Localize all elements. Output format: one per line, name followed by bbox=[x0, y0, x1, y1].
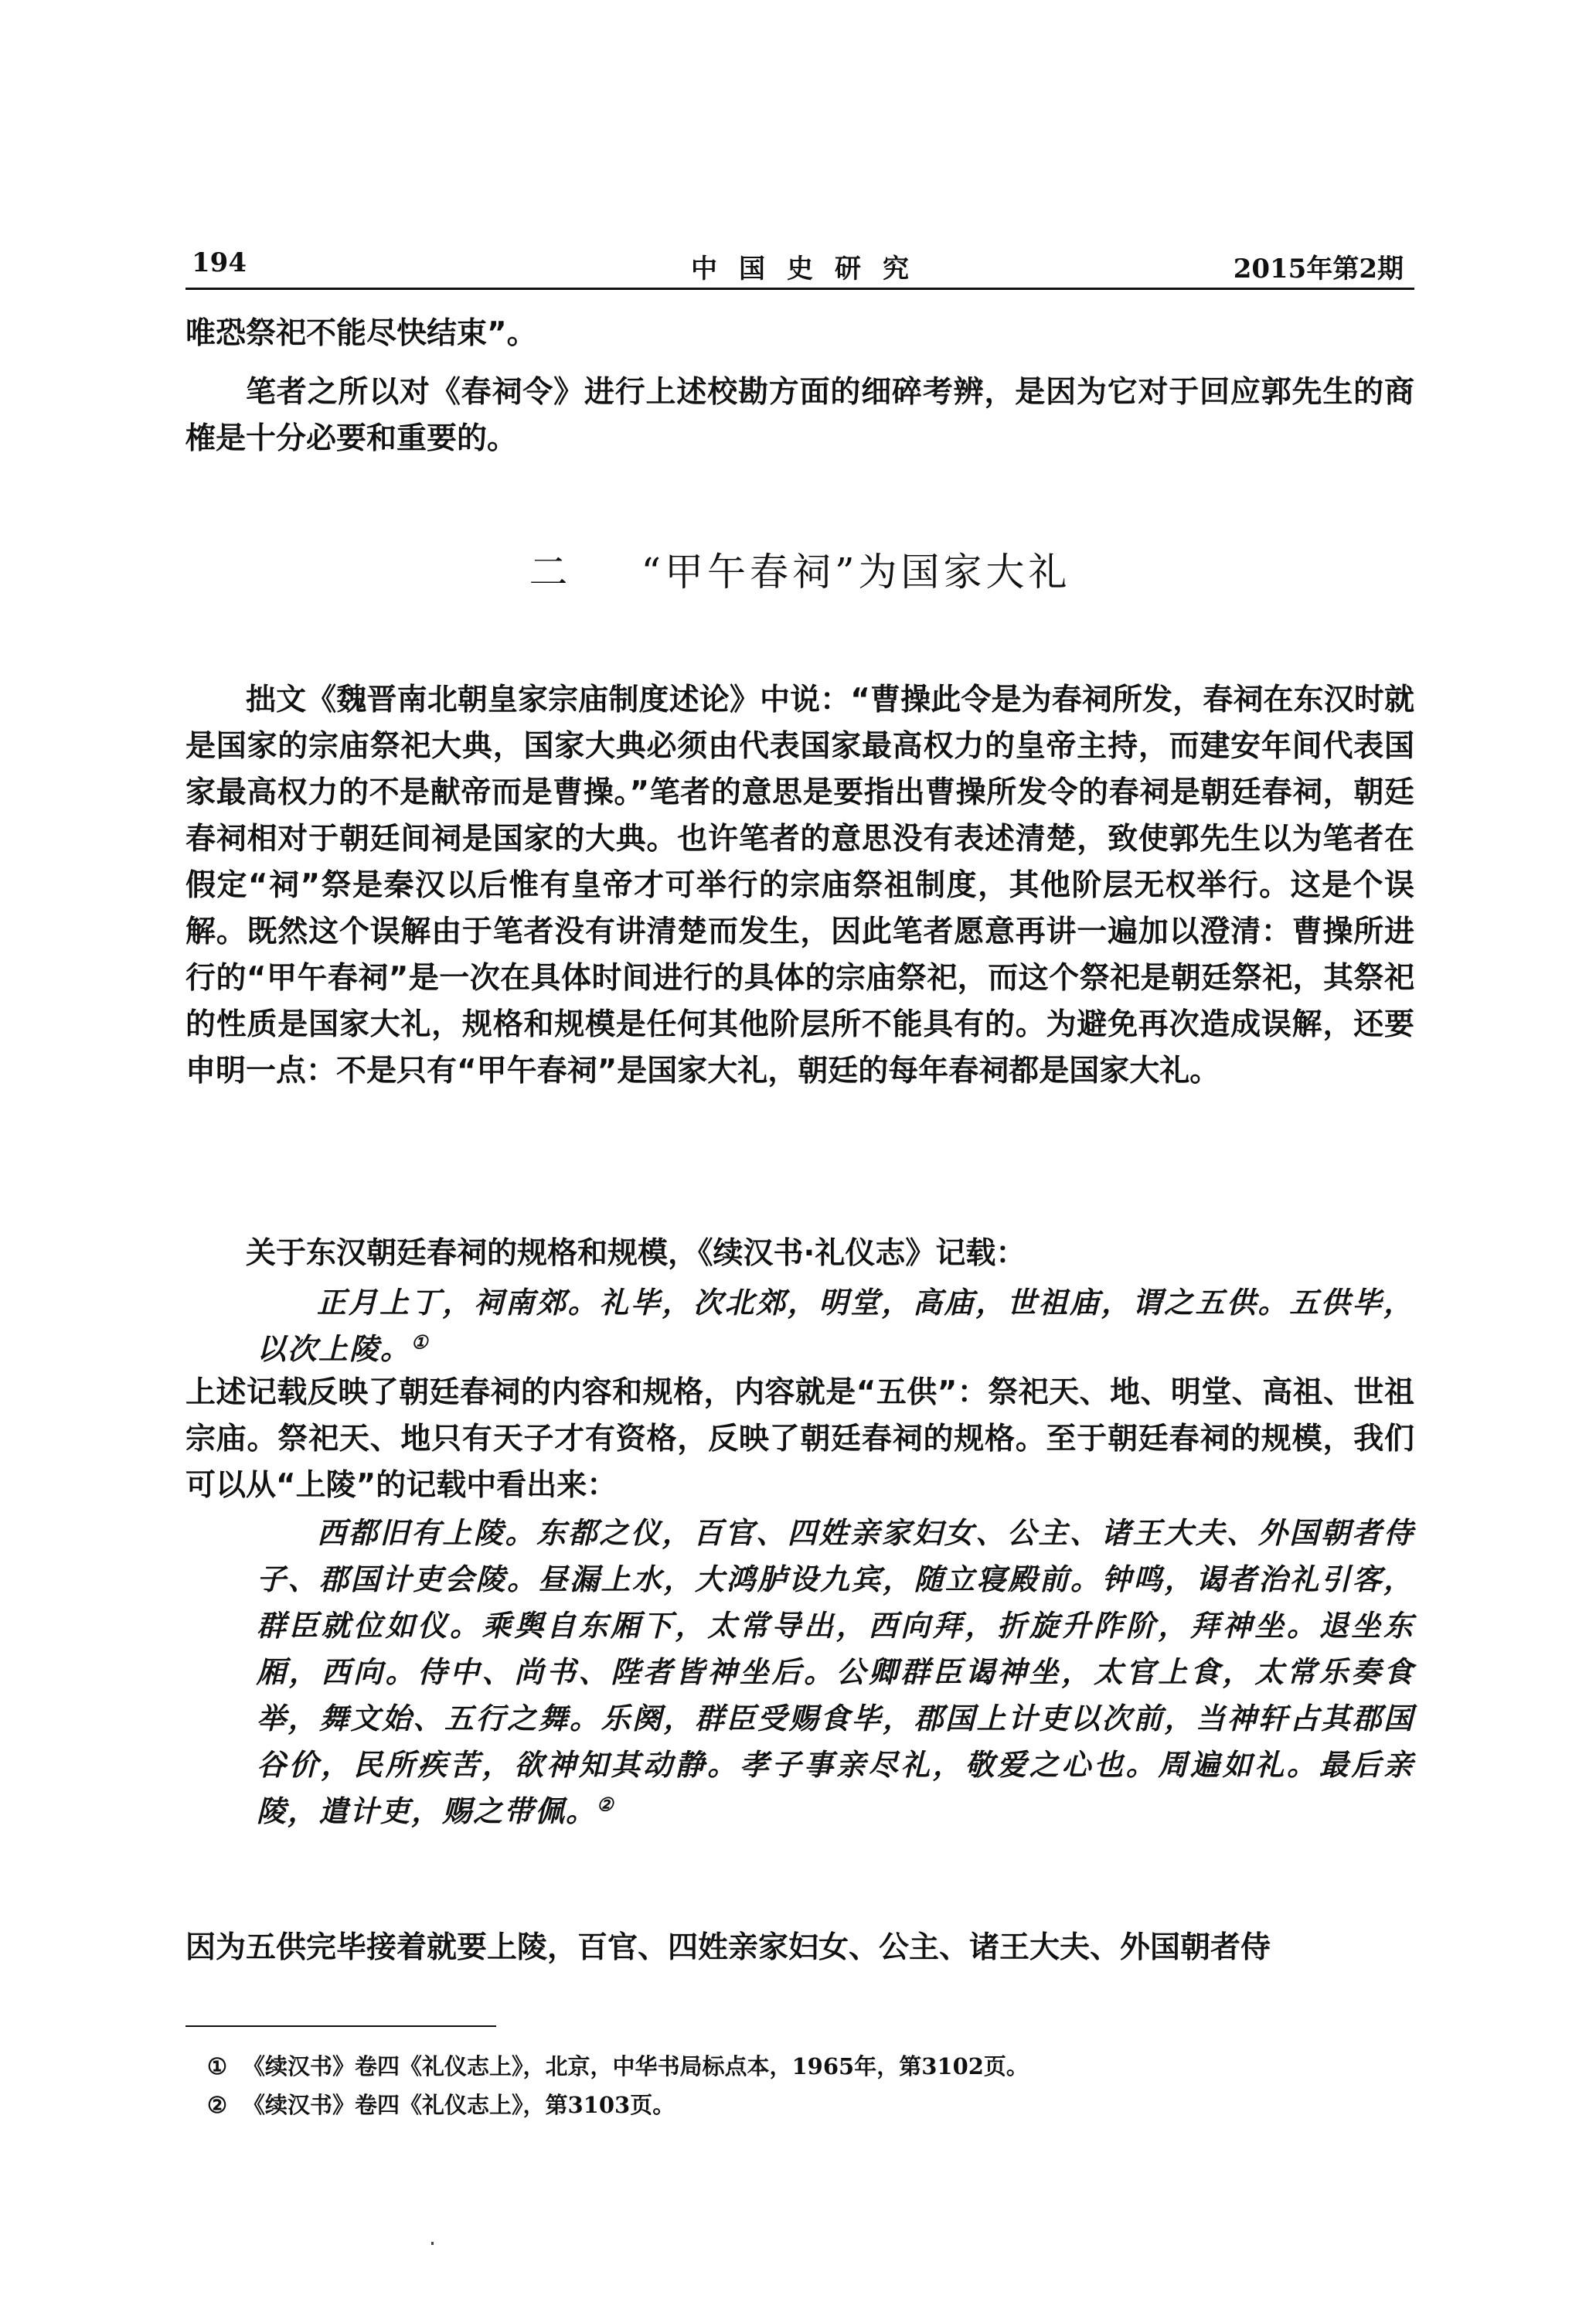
paragraph-6: 因为五供完毕接着就要上陵，百官、四姓亲家妇女、公主、诸王大夫、外国朝者侍 bbox=[185, 1930, 1271, 1965]
footnote-text: 《续汉书》卷四《礼仪志上》，第3103页。 bbox=[243, 2092, 675, 2118]
paragraph-2: 笔者之所以对《春祠令》进行上述校勘方面的细碎考辨，是因为它对于回应郭先生的商榷是十分必要和重要的。 bbox=[185, 375, 1414, 456]
paragraph-1: 唯恐祭祀不能尽快结束”。 bbox=[185, 316, 537, 351]
footnote-ref-1[interactable]: ① bbox=[411, 1330, 430, 1354]
block-quote-2 bbox=[257, 1510, 1414, 1834]
running-header bbox=[185, 244, 1414, 290]
footnote-ref-2[interactable]: ② bbox=[597, 1793, 615, 1816]
footnote-text: 《续汉书》卷四《礼仪志上》，北京，中华书局标点本，1965年，第3102页。 bbox=[243, 2053, 1029, 2079]
section-heading bbox=[185, 541, 1414, 597]
paper-page bbox=[185, 0, 1414, 2306]
paragraph-4: 关于东汉朝廷春祠的规格和规模，《续汉书·礼仪志》记载： bbox=[246, 1236, 1026, 1271]
footnote-2 bbox=[185, 2086, 1414, 2124]
block-quote-1-text: 正月上丁，祠南郊。礼毕，次北郊，明堂，高庙，世祖庙，谓之五供。五供毕，以次上陵。 bbox=[257, 1285, 1414, 1366]
scan-speck bbox=[431, 2242, 434, 2245]
page-number: 194 bbox=[192, 247, 247, 278]
paragraph-5: 上述记载反映了朝廷春祠的内容和规格，内容就是“五供”：祭祀天、地、明堂、高祖、世祖宗庙。祭祀天、地只有天子才有资格，反映了朝廷春祠的规格。至于朝廷春祠的规模，我们可以从“上陵”的记载中看出来： bbox=[185, 1375, 1414, 1503]
footnote-mark: ① bbox=[207, 2053, 227, 2079]
section-number: 二 bbox=[529, 550, 572, 594]
paragraph-3: 拙文《魏晋南北朝皇家宗庙制度述论》中说：“曹操此令是为春祠所发，春祠在东汉时就是国家的宗庙祭祀大典，国家大典必须由代表国家最高权力的皇帝主持，而建安年间代表国家最高权力的不是献帝而是曹操。”笔者的意思是要指出曹操所发令的春祠是朝廷春祠，朝廷春祠相对于朝廷间祠是国家的大典。也许笔者的意思没有表述清楚，致使郭先生以为笔者在假定“祠”祭是秦汉以后惟有皇帝才可举行的宗庙祭祖制度，其他阶层无权举行。这是个误解。既然这个误解由于笔者没有讲清楚而发生，因此笔者愿意再讲一遍加以澄清：曹操所进行的“甲午春祠”是一次在具体时间进行的具体的宗庙祭祀，而这个祭祀是朝廷祭祀，其祭祀的性质是国家大礼，规格和规模是任何其他阶层所不能具有的。为避免再次造成误解，还要申明一点：不是只有“甲午春祠”是国家大礼，朝廷的每年春祠都是国家大礼。 bbox=[185, 683, 1414, 1088]
footnote-1 bbox=[185, 2047, 1414, 2086]
footnotes bbox=[185, 2047, 1414, 2124]
footnote-separator bbox=[185, 2025, 496, 2027]
block-quote-2-text: 西都旧有上陵。东都之仪，百官、四姓亲家妇女、公主、诸王大夫、外国朝者侍子、郡国计吏会陵。昼漏上水，大鸿胪设九宾，随立寝殿前。钟鸣，谒者治礼引客，群臣就位如仪。乘舆自东厢下，太常导出，西向拜，折旋升阼阶，拜神坐。退坐东厢，西向。侍中、尚书、陛者皆神坐后。公卿群臣谒神坐，太官上食，太常乐奏食举，舞文始、五行之舞。乐阕，群臣受赐食毕，郡国上计吏以次前，当神轩占其郡国谷价，民所疾苦，欲神知其动静。孝子事亲尽礼，敬爱之心也。周遍如礼。最后亲陵，遣计吏，赐之带佩。 bbox=[257, 1515, 1414, 1828]
block-quote-1 bbox=[257, 1279, 1414, 1372]
section-title: “甲午春祠”为国家大礼 bbox=[641, 550, 1071, 594]
footnote-mark: ② bbox=[207, 2092, 227, 2118]
journal-title: 中国史研究 bbox=[691, 254, 931, 284]
issue-label: 2015年第2期 bbox=[1233, 254, 1404, 284]
